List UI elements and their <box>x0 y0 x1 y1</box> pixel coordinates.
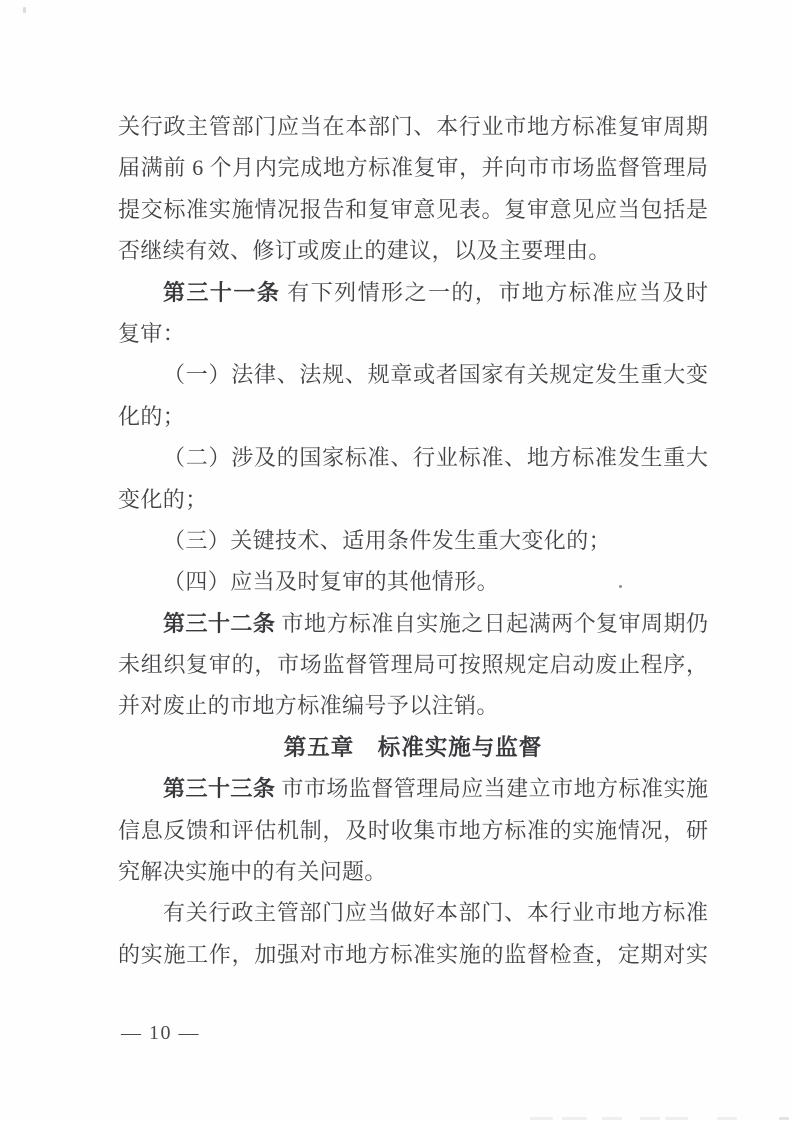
scan-edge-artifact <box>717 1117 737 1120</box>
text-line: 信息反馈和评估机制，及时收集市地方标准的实施情况，研 <box>118 817 708 843</box>
text-line: 未组织复审的，市场监督管理局可按照规定启动废止程序， <box>118 652 708 678</box>
ink-dot-artifact <box>619 585 622 588</box>
chapter-heading: 第五章 标准实施与监督 <box>283 734 543 760</box>
text-line: 关行政主管部门应当在本部门、本行业市地方标准复审周期 <box>118 114 708 139</box>
text-line: （三）关键技术、适用条件发生重大变化的； <box>163 527 612 553</box>
page-number: — 10 — <box>121 1022 200 1044</box>
text-line: （一）法律、法规、规章或者国家有关规定发生重大变 <box>163 362 708 388</box>
text-line: 究解决实施中的有关问题。 <box>118 859 387 885</box>
text-line: 第三十一条 有下列情形之一的，市地方标准应当及时 <box>163 279 708 305</box>
text-line: （二）涉及的国家标准、行业标准、地方标准发生重大 <box>163 445 708 471</box>
article-number: 第三十一条 <box>163 279 281 305</box>
scan-edge-artifact <box>530 1117 553 1120</box>
text-line: 届满前 6 个月内完成地方标准复审，并向市市场监督管理局 <box>118 155 708 181</box>
scan-edge-artifact <box>562 1117 587 1120</box>
text-line: 并对废止的市地方标准编号予以注销。 <box>118 693 499 719</box>
text-line: 复审： <box>118 320 186 346</box>
scan-edge-artifact <box>779 1117 789 1120</box>
scan-edge-artifact <box>665 1117 688 1120</box>
document-body <box>118 106 708 975</box>
text-line: 否继续有效、修订或废止的建议，以及主要理由。 <box>118 238 611 264</box>
scan-edge-artifact <box>640 1117 660 1120</box>
text-line: 的实施工作，加强对市地方标准实施的监督检查，定期对实 <box>118 941 708 967</box>
text-line: 第三十三条 市市场监督管理局应当建立市地方标准实施 <box>163 776 708 802</box>
text-line: 化的； <box>118 403 186 429</box>
text-line: 第三十二条 市地方标准自实施之日起满两个复审周期仍 <box>163 610 708 636</box>
text-line: 有关行政主管部门应当做好本部门、本行业市地方标准 <box>163 900 708 926</box>
scan-speck-artifact <box>23 7 26 13</box>
scan-edge-artifact <box>602 1117 622 1120</box>
article-number: 第三十三条 <box>163 776 276 802</box>
text-line: 提交标准实施情况报告和复审意见表。复审意见应当包括是 <box>118 196 708 222</box>
text-line: （四）应当及时复审的其他情形。 <box>163 569 500 595</box>
text-line: 变化的； <box>118 486 208 512</box>
article-number: 第三十二条 <box>163 610 276 636</box>
